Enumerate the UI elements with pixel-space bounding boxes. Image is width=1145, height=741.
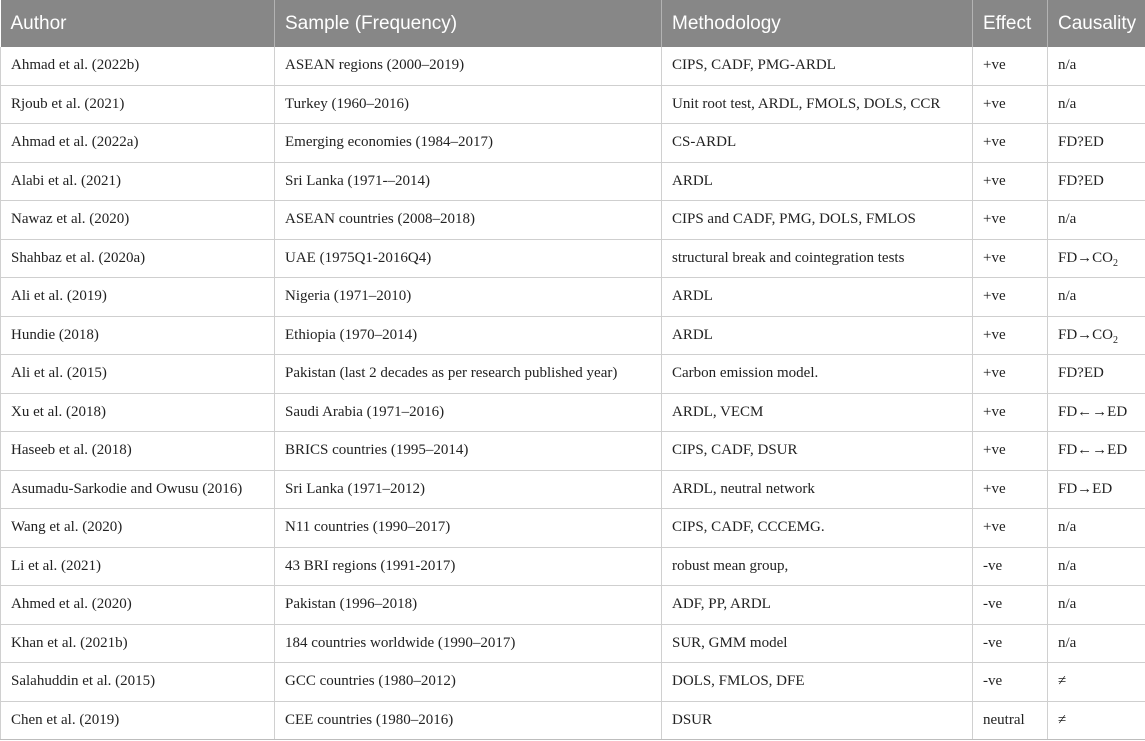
header-effect: Effect: [973, 0, 1048, 47]
table-row: [1, 547, 1145, 586]
header-author: Author: [1, 0, 275, 47]
table-row: [1, 47, 1145, 85]
author-cell: Xu et al. (2018): [1, 393, 275, 432]
table-body: [1, 47, 1145, 740]
sample-cell: 43 BRI regions (1991-2017): [275, 547, 662, 586]
methodology-cell: Carbon emission model.: [662, 355, 973, 394]
causality-cell: n/a: [1048, 547, 1145, 586]
table-row: [1, 239, 1145, 278]
causality-cell: FD→ED: [1048, 470, 1145, 509]
effect-cell: +ve: [973, 162, 1048, 201]
methodology-cell: structural break and cointegration tests: [662, 239, 973, 278]
sample-cell: ASEAN regions (2000–2019): [275, 47, 662, 85]
effect-cell: +ve: [973, 47, 1048, 85]
effect-cell: -ve: [973, 663, 1048, 702]
author-cell: Ali et al. (2015): [1, 355, 275, 394]
effect-cell: +ve: [973, 278, 1048, 317]
table-row: [1, 701, 1145, 740]
causality-cell: n/a: [1048, 278, 1145, 317]
effect-cell: +ve: [973, 393, 1048, 432]
table-row: [1, 278, 1145, 317]
sample-cell: 184 countries worldwide (1990–2017): [275, 624, 662, 663]
table-row: [1, 432, 1145, 471]
author-cell: Haseeb et al. (2018): [1, 432, 275, 471]
table-row: [1, 316, 1145, 355]
sample-cell: Saudi Arabia (1971–2016): [275, 393, 662, 432]
table-row: [1, 355, 1145, 394]
sample-cell: CEE countries (1980–2016): [275, 701, 662, 740]
author-cell: Shahbaz et al. (2020a): [1, 239, 275, 278]
sample-cell: Pakistan (last 2 decades as per research published year): [275, 355, 662, 394]
author-cell: Hundie (2018): [1, 316, 275, 355]
sample-cell: Sri Lanka (1971-–2014): [275, 162, 662, 201]
methodology-cell: CIPS, CADF, PMG-ARDL: [662, 47, 973, 85]
table-row: [1, 663, 1145, 702]
effect-cell: -ve: [973, 586, 1048, 625]
author-cell: Asumadu-Sarkodie and Owusu (2016): [1, 470, 275, 509]
methodology-cell: CS-ARDL: [662, 124, 973, 163]
sample-cell: BRICS countries (1995–2014): [275, 432, 662, 471]
causality-cell: FD?ED: [1048, 162, 1145, 201]
table-row: [1, 470, 1145, 509]
causality-cell: FD←→ED: [1048, 432, 1145, 471]
author-cell: Chen et al. (2019): [1, 701, 275, 740]
causality-cell: ≠: [1048, 701, 1145, 740]
effect-cell: -ve: [973, 547, 1048, 586]
effect-cell: neutral: [973, 701, 1048, 740]
sample-cell: Nigeria (1971–2010): [275, 278, 662, 317]
causality-cell: FD?ED: [1048, 355, 1145, 394]
effect-cell: +ve: [973, 239, 1048, 278]
causality-cell: n/a: [1048, 47, 1145, 85]
methodology-cell: SUR, GMM model: [662, 624, 973, 663]
causality-cell: n/a: [1048, 624, 1145, 663]
causality-cell: FD←→ED: [1048, 393, 1145, 432]
header-sample: Sample (Frequency): [275, 0, 662, 47]
methodology-cell: CIPS and CADF, PMG, DOLS, FMLOS: [662, 201, 973, 240]
methodology-cell: DSUR: [662, 701, 973, 740]
author-cell: Rjoub et al. (2021): [1, 85, 275, 124]
table-row: [1, 201, 1145, 240]
author-cell: Alabi et al. (2021): [1, 162, 275, 201]
table-row: [1, 586, 1145, 625]
author-cell: Wang et al. (2020): [1, 509, 275, 548]
methodology-cell: ARDL: [662, 162, 973, 201]
sample-cell: Ethiopia (1970–2014): [275, 316, 662, 355]
methodology-cell: CIPS, CADF, CCCEMG.: [662, 509, 973, 548]
table-row: [1, 124, 1145, 163]
effect-cell: +ve: [973, 85, 1048, 124]
header-row: [1, 0, 1145, 47]
table-row: [1, 85, 1145, 124]
effect-cell: +ve: [973, 201, 1048, 240]
methodology-cell: ARDL, neutral network: [662, 470, 973, 509]
author-cell: Salahuddin et al. (2015): [1, 663, 275, 702]
sample-cell: UAE (1975Q1-2016Q4): [275, 239, 662, 278]
methodology-cell: Unit root test, ARDL, FMOLS, DOLS, CCR: [662, 85, 973, 124]
effect-cell: +ve: [973, 124, 1048, 163]
methodology-cell: ARDL, VECM: [662, 393, 973, 432]
sample-cell: N11 countries (1990–2017): [275, 509, 662, 548]
methodology-cell: robust mean group,: [662, 547, 973, 586]
causality-cell: n/a: [1048, 201, 1145, 240]
effect-cell: +ve: [973, 355, 1048, 394]
sample-cell: GCC countries (1980–2012): [275, 663, 662, 702]
author-cell: Ahmed et al. (2020): [1, 586, 275, 625]
sample-cell: Emerging economies (1984–2017): [275, 124, 662, 163]
header-causality: Causality: [1048, 0, 1145, 47]
author-cell: Khan et al. (2021b): [1, 624, 275, 663]
methodology-cell: ARDL: [662, 316, 973, 355]
methodology-cell: CIPS, CADF, DSUR: [662, 432, 973, 471]
causality-cell: n/a: [1048, 509, 1145, 548]
table-row: [1, 162, 1145, 201]
causality-cell: $FD\to CO_2$: [1048, 316, 1145, 355]
causality-cell: n/a: [1048, 85, 1145, 124]
effect-cell: +ve: [973, 509, 1048, 548]
author-cell: Ahmad et al. (2022a): [1, 124, 275, 163]
table-row: [1, 393, 1145, 432]
methodology-cell: DOLS, FMLOS, DFE: [662, 663, 973, 702]
effect-cell: -ve: [973, 624, 1048, 663]
author-cell: Ali et al. (2019): [1, 278, 275, 317]
causality-cell: ≠: [1048, 663, 1145, 702]
methodology-cell: ADF, PP, ARDL: [662, 586, 973, 625]
sample-cell: ASEAN countries (2008–2018): [275, 201, 662, 240]
causality-cell: $FD\to CO_2$: [1048, 239, 1145, 278]
table-row: [1, 624, 1145, 663]
author-cell: Li et al. (2021): [1, 547, 275, 586]
causality-cell: n/a: [1048, 586, 1145, 625]
methodology-cell: ARDL: [662, 278, 973, 317]
author-cell: Nawaz et al. (2020): [1, 201, 275, 240]
effect-cell: +ve: [973, 470, 1048, 509]
header-methodology: Methodology: [662, 0, 973, 47]
causality-cell: FD?ED: [1048, 124, 1145, 163]
table-row: [1, 509, 1145, 548]
sample-cell: Turkey (1960–2016): [275, 85, 662, 124]
effect-cell: +ve: [973, 432, 1048, 471]
author-cell: Ahmad et al. (2022b): [1, 47, 275, 85]
sample-cell: Sri Lanka (1971–2012): [275, 470, 662, 509]
effect-cell: +ve: [973, 316, 1048, 355]
sample-cell: Pakistan (1996–2018): [275, 586, 662, 625]
